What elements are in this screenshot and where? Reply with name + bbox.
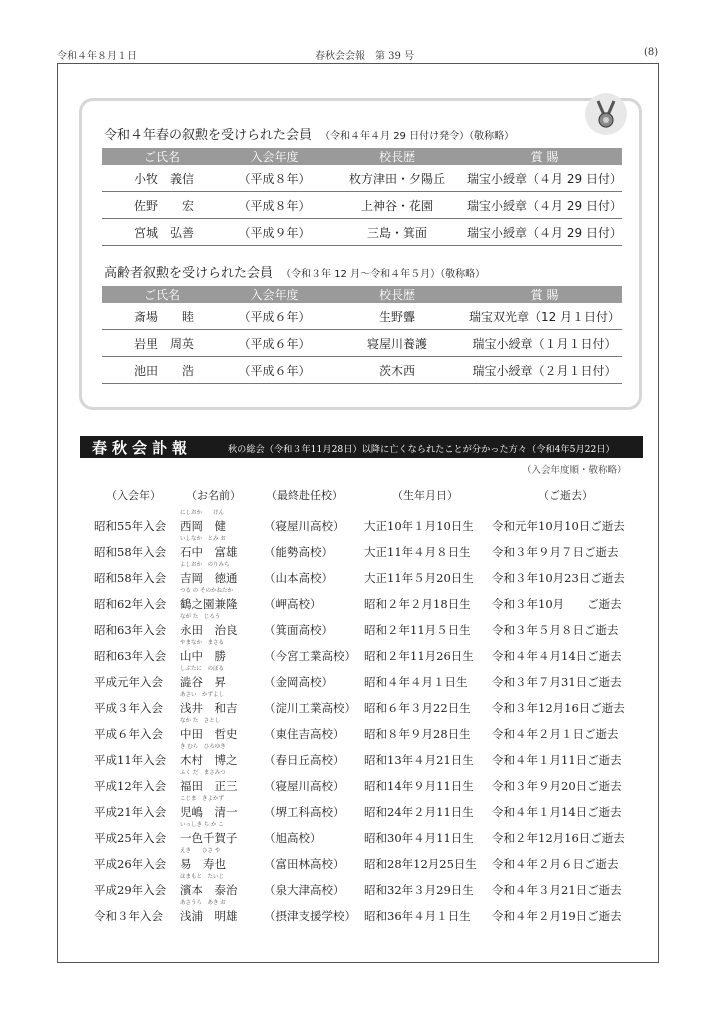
obit-school: （東住吉高校） <box>264 727 345 741</box>
obit-death: 令和４年４月14日ご逝去 <box>492 649 622 663</box>
obit-col-birth: （生年月日） <box>392 489 458 502</box>
obit-school: （今宮工業高校） <box>264 649 356 663</box>
obit-death: 令和４年２月19日ご逝去 <box>492 909 622 923</box>
obit-name: 石中 富雄 <box>180 545 238 559</box>
obit-death: 令和４年２月１日ご逝去 <box>492 727 619 741</box>
obit-death: 令和３年７月31日ご逝去 <box>492 675 622 689</box>
name-reading: しぶたに のぼる <box>180 666 225 672</box>
obit-birth: 昭和６年３月22日生 <box>364 701 471 715</box>
obit-school: （富田林高校） <box>264 857 345 871</box>
obit-birth: 大正11年４月８日生 <box>364 545 471 559</box>
obit-birth: 昭和13年４月21日生 <box>364 753 474 767</box>
list-item <box>0 534 720 560</box>
name-reading: あさい かずよし <box>180 692 225 698</box>
name-reading: ふく だ まさみつ <box>180 770 226 776</box>
name-reading: にしおか けん <box>180 510 225 516</box>
obit-death: 令和３年９月７日ご逝去 <box>492 545 619 559</box>
list-item <box>0 846 720 872</box>
obit-name: 吉岡 徳通 <box>180 571 238 585</box>
obit-name: 児嶋 清一 <box>180 805 238 819</box>
col-header-name: ご氏名 <box>102 148 222 165</box>
obit-death: 令和４年２月６日ご逝去 <box>492 857 619 871</box>
obit-birth: 昭和２年11月５日生 <box>364 623 471 637</box>
obit-name: 澁谷 昇 <box>180 675 226 689</box>
name-reading: つる の そのかねたか <box>180 588 233 594</box>
obituary-note: （入会年度順・敬称略） <box>522 465 627 476</box>
obit-birth: 昭和14年９月11日生 <box>364 779 474 793</box>
name-reading: なか た さとし <box>180 718 221 724</box>
obit-name: 永田 治良 <box>180 623 238 637</box>
obit-death: 令和４年１月11日ご逝去 <box>492 753 622 767</box>
name-reading: えき ひさ や <box>180 848 221 854</box>
obit-col-school: （最終赴任校） <box>266 489 343 502</box>
col-header-schools: 校長歴 <box>327 148 467 165</box>
obit-death: 令和２年12月16日ご逝去 <box>492 831 625 845</box>
obit-school: （春日丘高校） <box>264 753 345 767</box>
obit-year: 平成12年入会 <box>94 779 167 793</box>
obit-col-year: （入会年） <box>106 489 161 502</box>
obit-year: 平成３年入会 <box>94 701 163 715</box>
list-item <box>0 690 720 716</box>
obit-name: 西岡 健 <box>180 519 226 533</box>
list-item <box>0 820 720 846</box>
honoree-name: 斎場 睦 <box>102 303 222 330</box>
list-item <box>0 560 720 586</box>
obit-birth: 昭和36年４月１日生 <box>364 909 471 923</box>
obit-name: 浅浦 明雄 <box>180 909 238 923</box>
obit-school: （箕面高校） <box>264 623 333 637</box>
list-item <box>0 716 720 742</box>
obit-birth: 昭和２年11月26日生 <box>364 649 474 663</box>
award: 瑞宝小綬章（４月 29 日付） <box>467 165 622 192</box>
obit-school: （金岡高校） <box>264 675 333 689</box>
col-header-year: 入会年度 <box>222 148 327 165</box>
obit-school: （岬高校） <box>264 597 322 611</box>
col-header-award: 賞 賜 <box>467 286 622 303</box>
table-row <box>102 165 622 192</box>
award: 瑞宝小綬章（４月 29 日付） <box>467 192 622 219</box>
name-reading: いしなか とみ お <box>180 536 226 542</box>
obit-year: 令和３年入会 <box>94 909 163 923</box>
join-year: （平成６年） <box>222 303 327 330</box>
list-item <box>0 638 720 664</box>
honoree-name: 岩里 周英 <box>102 330 222 357</box>
award: 瑞宝小綬章（２月１日付） <box>467 357 622 384</box>
table-row <box>102 219 622 246</box>
obit-death: 令和４年１月14日ご逝去 <box>492 805 622 819</box>
obit-school: （山本高校） <box>264 571 333 585</box>
obit-year: 昭和55年入会 <box>94 519 167 533</box>
honors-note: （令和４年４月 29 日付け発令）（敬称略） <box>320 131 515 142</box>
obit-birth: 昭和２年２月18日生 <box>364 597 471 611</box>
col-header-year: 入会年度 <box>222 286 327 303</box>
name-reading: き むら ひろゆき <box>180 744 226 750</box>
obit-year: 平成21年入会 <box>94 805 167 819</box>
obit-col-death: （ご逝去） <box>538 489 593 502</box>
obit-birth: 昭和８年９月28日生 <box>364 727 471 741</box>
join-year: （平成８年） <box>222 192 327 219</box>
name-reading: やまなか まさる <box>180 640 225 646</box>
header-page-number: (8) <box>644 47 659 58</box>
obit-name: 中田 哲史 <box>180 727 238 741</box>
obit-death: 令和３年10月23日ご逝去 <box>492 571 625 585</box>
name-reading: いっしき ち か こ <box>180 822 224 828</box>
obit-name: 鶴之園兼隆 <box>180 597 238 611</box>
obit-name: 一色千賀子 <box>180 831 238 845</box>
join-year: （平成６年） <box>222 330 327 357</box>
obit-school: （寝屋川高校） <box>264 779 345 793</box>
obit-year: 平成26年入会 <box>94 857 167 871</box>
honoree-name: 池田 浩 <box>102 357 222 384</box>
obit-birth: 昭和28年12月25日生 <box>364 857 477 871</box>
list-item <box>0 664 720 690</box>
list-item <box>0 742 720 768</box>
school-history: 上神谷・花園 <box>327 192 467 219</box>
obit-year: 平成25年入会 <box>94 831 167 845</box>
obit-name: 易 寿也 <box>180 857 226 871</box>
obit-year: 平成11年入会 <box>94 753 167 767</box>
obit-death: 令和３年５月８日ご逝去 <box>492 623 619 637</box>
obit-year: 平成６年入会 <box>94 727 163 741</box>
school-history: 寝屋川養護 <box>327 330 467 357</box>
obit-death: 令和４年３月21日ご逝去 <box>492 883 622 897</box>
obituary-title: 春秋会訃報 <box>92 439 193 457</box>
table-row <box>102 303 622 330</box>
list-item <box>0 794 720 820</box>
obit-school: （能勢高校） <box>264 545 333 559</box>
obit-name: 山中 勝 <box>180 649 226 663</box>
obit-name: 木村 博之 <box>180 753 238 767</box>
col-header-award: 賞 賜 <box>467 148 622 165</box>
obit-school: （旭高校） <box>264 831 322 845</box>
elderly-table <box>102 286 622 384</box>
table-row <box>102 192 622 219</box>
obit-school: （堺工科高校） <box>264 805 345 819</box>
join-year: （平成６年） <box>222 357 327 384</box>
join-year: （平成９年） <box>222 219 327 246</box>
elderly-title: 高齢者叙勲を受けられた会員 （令和３年 12 月～令和４年５月）（敬称略） <box>104 266 486 281</box>
join-year: （平成８年） <box>222 165 327 192</box>
honors-table <box>102 148 622 246</box>
honors-title: 令和４年春の叙勲を受けられた会員 （令和４年４月 29 日付け発令）（敬称略） <box>104 128 515 143</box>
award: 瑞宝小綬章（１月１日付） <box>467 330 622 357</box>
obituary-banner <box>80 436 643 458</box>
honoree-name: 小牧 義信 <box>102 165 222 192</box>
header-title: 春秋会会報 第 39 号 <box>315 51 415 62</box>
obit-birth: 大正11年５月20日生 <box>364 571 474 585</box>
obit-birth: 大正10年１月10日生 <box>364 519 474 533</box>
name-reading: はまもと たいじ <box>180 874 225 880</box>
name-reading: あさうら あき お <box>180 900 226 906</box>
list-item <box>0 612 720 638</box>
obit-year: 昭和63年入会 <box>94 649 167 663</box>
school-history: 枚方津田・夕陽丘 <box>327 165 467 192</box>
obituary-subtitle: 秋の総会（令和３年11月28日）以降に亡くなられたことが分かった方々（令和4年5月22日） <box>228 444 615 455</box>
award: 瑞宝小綬章（４月 29 日付） <box>467 219 622 246</box>
obit-death: 令和３年12月16日ご逝去 <box>492 701 625 715</box>
obit-birth: 昭和30年４月11日生 <box>364 831 474 845</box>
honoree-name: 佐野 宏 <box>102 192 222 219</box>
obit-death: 令和３年10月 ご逝去 <box>492 597 622 611</box>
obit-name: 濱本 泰治 <box>180 883 238 897</box>
obit-year: 昭和62年入会 <box>94 597 167 611</box>
col-header-schools: 校長歴 <box>327 286 467 303</box>
list-item <box>0 586 720 612</box>
name-reading: なが た じろう <box>180 614 221 620</box>
header-date: 令和４年８月１日 <box>57 51 137 62</box>
obit-name: 福田 正三 <box>180 779 238 793</box>
school-history: 三島・箕面 <box>327 219 467 246</box>
obit-birth: 昭和24年２月11日生 <box>364 805 474 819</box>
school-history: 生野聾 <box>327 303 467 330</box>
obit-col-name: （お名前） <box>186 489 241 502</box>
list-item <box>0 872 720 898</box>
obit-year: 昭和58年入会 <box>94 571 167 585</box>
honoree-name: 宮城 弘善 <box>102 219 222 246</box>
list-item <box>0 898 720 924</box>
name-reading: こじま きよかず <box>180 796 225 802</box>
obit-birth: 昭和32年３月29日生 <box>364 883 474 897</box>
school-history: 茨木西 <box>327 357 467 384</box>
obit-year: 平成29年入会 <box>94 883 167 897</box>
obit-name: 浅井 和吉 <box>180 701 238 715</box>
obit-school: （泉大津高校） <box>264 883 345 897</box>
name-reading: よしおか のりみち <box>180 562 230 568</box>
obit-year: 昭和63年入会 <box>94 623 167 637</box>
table-row <box>102 357 622 384</box>
list-item <box>0 768 720 794</box>
obit-year: 昭和58年入会 <box>94 545 167 559</box>
obit-death: 令和元年10月10日ご逝去 <box>492 519 625 533</box>
list-item <box>0 508 720 534</box>
obit-year: 平成元年入会 <box>94 675 163 689</box>
medal-icon <box>585 93 627 135</box>
obit-birth: 昭和４年４月１日生 <box>364 675 468 689</box>
obit-school: （寝屋川高校） <box>264 519 345 533</box>
award: 瑞宝双光章（12 月１日付） <box>467 303 622 330</box>
obit-school: （摂津支援学校） <box>264 909 356 923</box>
elderly-note: （令和３年 12 月～令和４年５月）（敬称略） <box>281 269 486 280</box>
table-row <box>102 330 622 357</box>
col-header-name: ご氏名 <box>102 286 222 303</box>
obit-death: 令和３年９月20日ご逝去 <box>492 779 622 793</box>
obit-school: （淀川工業高校） <box>264 701 356 715</box>
